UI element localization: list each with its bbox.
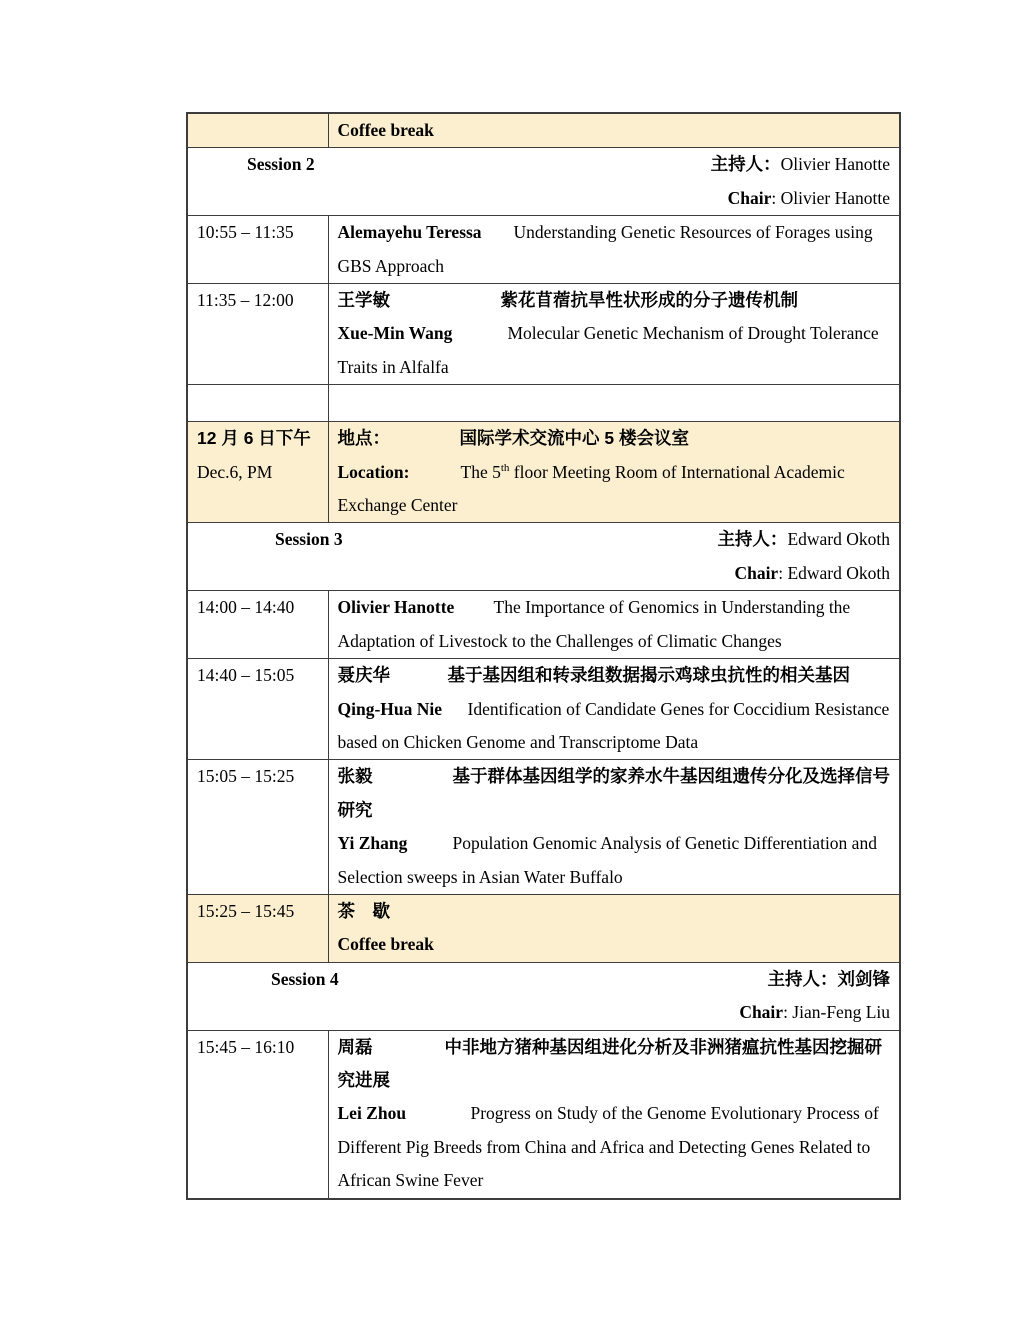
time-cell bbox=[187, 284, 328, 385]
table-row-talk-1400 bbox=[187, 591, 900, 659]
chair-cn-label: 主持人： bbox=[717, 529, 788, 550]
chair-cn-name: Olivier Hanotte bbox=[780, 154, 890, 175]
break-cell bbox=[328, 894, 900, 962]
talk-cell bbox=[328, 284, 900, 385]
session-4-header-line bbox=[197, 963, 890, 996]
talk-en-line bbox=[338, 1097, 891, 1197]
talk-en-title: Molecular Genetic Mechanism of Drought Tolerance Traits in Alfalfa bbox=[337, 323, 879, 377]
chair-en-name: : Edward Okoth bbox=[778, 562, 890, 583]
time-cell bbox=[187, 760, 328, 895]
chair-en-label: Chair bbox=[734, 562, 779, 583]
session-2-chair-en bbox=[197, 182, 890, 215]
location-en-pre: The 5 bbox=[460, 461, 501, 482]
chair-cn-label: 主持人： bbox=[710, 154, 781, 175]
talk-cell bbox=[328, 659, 900, 760]
chair-en-name: : Jian-Feng Liu bbox=[783, 1002, 890, 1023]
talk-cn-title: 基于群体基因组学的家养水牛基因组遗传分化及选择信号研究 bbox=[337, 766, 890, 820]
table-row-coffee-break-2 bbox=[187, 894, 900, 962]
talk-en-title: Population Genomic Analysis of Genetic Differentiation and Selection sweeps in Asian Water Buffalo bbox=[337, 833, 877, 887]
time-label: 10:55 – 11:35 bbox=[197, 222, 294, 243]
table-row-talk-1055 bbox=[187, 216, 900, 284]
date-en: Dec.6, PM bbox=[197, 461, 273, 482]
talk-cell bbox=[328, 760, 900, 895]
time-label: 15:05 – 15:25 bbox=[197, 766, 295, 787]
table-row-talk-1440 bbox=[187, 659, 900, 760]
session-2-chair-cn bbox=[711, 148, 890, 181]
talk-cn-title: 紫花苜蓿抗旱性状形成的分子遗传机制 bbox=[500, 290, 798, 311]
session-3-header-line bbox=[197, 523, 890, 556]
location-cn-value: 国际学术交流中心 5 楼会议室 bbox=[459, 428, 689, 449]
table-row-session-2 bbox=[187, 148, 900, 216]
time-label: 11:35 – 12:00 bbox=[197, 290, 294, 311]
talk-cn-line bbox=[338, 284, 891, 317]
speaker-cn-name: 张毅 bbox=[337, 766, 373, 787]
talk-cn-line bbox=[338, 659, 891, 692]
chair-cn-label: 主持人： bbox=[767, 968, 838, 989]
speaker-cn-name: 周磊 bbox=[337, 1036, 373, 1057]
break-cn-label: 茶 歇 bbox=[337, 900, 390, 921]
talk-en-line bbox=[338, 591, 891, 658]
table-row-session-4 bbox=[187, 962, 900, 1030]
talk-en-line bbox=[338, 317, 891, 384]
talk-en-title: The Importance of Genomics in Understanding the Adaptation of Livestock to the Challenges of Climatic Changes bbox=[337, 597, 851, 651]
table-row-session-3 bbox=[187, 523, 900, 591]
talk-cn-title: 中非地方猪种基因组进化分析及非洲猪瘟抗性基因挖掘研究进展 bbox=[337, 1036, 882, 1090]
session-3-chair-en bbox=[197, 557, 890, 590]
speaker-en-name: Olivier Hanotte bbox=[337, 597, 455, 618]
time-cell bbox=[187, 1030, 328, 1199]
location-cell bbox=[328, 422, 900, 523]
talk-cn-line bbox=[338, 1031, 891, 1098]
location-cn-label: 地点： bbox=[337, 428, 390, 449]
empty-cell bbox=[328, 385, 900, 422]
talk-en-line bbox=[338, 216, 891, 283]
time-cell bbox=[187, 659, 328, 760]
coffee-break-label: Coffee break bbox=[337, 120, 434, 140]
session-3-cell bbox=[187, 523, 900, 591]
talk-cn-line bbox=[338, 760, 891, 827]
table-row-coffee-break-top bbox=[187, 113, 900, 148]
table-row-empty bbox=[187, 385, 900, 422]
time-label: 14:40 – 15:05 bbox=[197, 665, 295, 686]
talk-en-title: Understanding Genetic Resources of Forages using GBS Approach bbox=[337, 222, 873, 276]
session-2-title: Session 2 bbox=[247, 154, 315, 175]
date-cn: 12 月 6 日下午 bbox=[197, 428, 311, 449]
chair-en-name: : Olivier Hanotte bbox=[771, 187, 890, 208]
session-4-chair-cn bbox=[768, 963, 891, 996]
talk-en-line bbox=[338, 827, 891, 894]
session-2-cell bbox=[187, 148, 900, 216]
speaker-en-name: Yi Zhang bbox=[337, 833, 408, 854]
time-label: 15:25 – 15:45 bbox=[197, 900, 295, 921]
speaker-en-name: Qing-Hua Nie bbox=[337, 698, 443, 719]
chair-en-label: Chair bbox=[739, 1002, 784, 1023]
location-en-post: floor Meeting Room of International Academic Exchange Center bbox=[337, 461, 845, 516]
table-row-location bbox=[187, 422, 900, 523]
table-row-talk-1545 bbox=[187, 1030, 900, 1199]
speaker-cn-name: 聂庆华 bbox=[337, 665, 390, 686]
break-en-label: Coffee break bbox=[337, 934, 434, 955]
session-4-title: Session 4 bbox=[271, 968, 339, 989]
chair-cn-name: Edward Okoth bbox=[787, 529, 890, 550]
session-3-title: Session 3 bbox=[275, 529, 343, 550]
coffee-break-cell bbox=[328, 113, 900, 148]
speaker-en-name: Lei Zhou bbox=[337, 1103, 407, 1124]
session-3-chair-cn bbox=[717, 523, 890, 556]
speaker-en-name: Alemayehu Teressa bbox=[337, 222, 482, 243]
talk-cell bbox=[328, 1030, 900, 1199]
time-cell bbox=[187, 216, 328, 284]
talk-en-line bbox=[338, 693, 891, 760]
chair-cn-name: 刘剑锋 bbox=[837, 968, 890, 989]
talk-cn-title: 基于基因组和转录组数据揭示鸡球虫抗性的相关基因 bbox=[447, 665, 850, 686]
time-cell bbox=[187, 894, 328, 962]
location-en-line bbox=[338, 456, 891, 523]
coffee-break-empty-cell bbox=[187, 113, 328, 148]
table-row-talk-1505 bbox=[187, 760, 900, 895]
talk-cell bbox=[328, 216, 900, 284]
location-cn-line bbox=[338, 422, 891, 455]
table-row-talk-1135 bbox=[187, 284, 900, 385]
chair-en-label: Chair bbox=[727, 187, 772, 208]
talk-en-title: Identification of Candidate Genes for Coccidium Resistance based on Chicken Genome and Transcriptome Data bbox=[337, 698, 890, 752]
date-cell bbox=[187, 422, 328, 523]
speaker-cn-name: 王学敏 bbox=[337, 290, 390, 311]
time-cell bbox=[187, 591, 328, 659]
schedule-table bbox=[186, 112, 901, 1200]
session-2-header-line bbox=[197, 148, 890, 181]
time-label: 15:45 – 16:10 bbox=[197, 1036, 295, 1057]
ordinal-suffix: th bbox=[500, 461, 510, 474]
empty-cell bbox=[187, 385, 328, 422]
speaker-en-name: Xue-Min Wang bbox=[337, 323, 453, 344]
location-en-label: Location: bbox=[337, 461, 410, 482]
session-4-cell bbox=[187, 962, 900, 1030]
time-label: 14:00 – 14:40 bbox=[197, 597, 295, 618]
talk-cell bbox=[328, 591, 900, 659]
talk-en-title: Progress on Study of the Genome Evolutionary Process of Different Pig Breeds from China and Africa and Detecting Genes Related to African Swine Fever bbox=[337, 1103, 879, 1191]
session-4-chair-en bbox=[197, 996, 890, 1029]
